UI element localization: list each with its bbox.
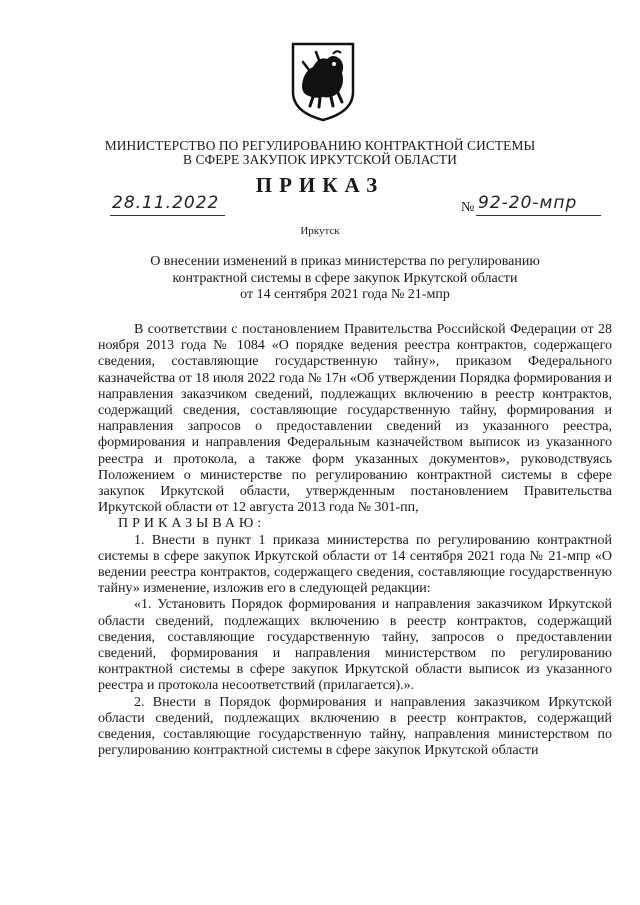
ministry-name-line1: МИНИСТЕРСТВО ПО РЕГУЛИРОВАНИЮ КОНТРАКТНОЙ СИСТЕМЫ [104,138,536,153]
document-date: 28.11.2022 [112,193,220,213]
city-name: Иркутск [300,225,340,237]
document-type-title: ПРИКАЗ [255,173,385,197]
subject-line2: контрактной системы в сфере закупок Иркутской области [172,270,518,286]
item-2-paragraph: 2. Внести в Порядок формирования и направления заказчиком Иркутской области сведений, подлежащих включению в реестр контрактов, содержащий сведения, составляющие государственную тайну, направления министерством по регулированию контрактной системы в сфере закупок Иркутской области [98,694,612,759]
number-label: № [461,200,475,215]
order-word: ПРИКАЗЫВАЮ: [118,516,266,532]
date-underline [110,215,225,216]
document-body [98,322,612,759]
item-1-paragraph: 1. Внести в пункт 1 приказа министерства по регулированию контрактной системы в сфере закупок Иркутской области от 14 сентября 2021 года № 21-мпр «О ведении реестра контрактов, содержащего сведения, составляющие государственную тайну» изменение, изложив его в следующей редакции: [98,532,612,597]
subject-line3: от 14 сентября 2021 года № 21-мпр [240,287,450,302]
ministry-name-line2: В СФЕРЕ ЗАКУПОК ИРКУТСКОЙ ОБЛАСТИ [183,152,457,167]
document-subject [150,254,540,304]
preamble-paragraph: В соответствии с постановлением Правительства Российской Федерации от 28 ноября 2013 года № 1084 «О порядке ведения реестра контрактов, содержащего сведения, составляющие государственную тайну», приказом Федерального казначейства от 18 июля 2022 года № 17н «Об утверждении Порядка формирования и направления заказчиком сведений, подлежащих включению в реестр контрактов, содержащий сведения, составляющие государственную тайну, формирования и направления запросов о предоставлении сведений из указанного реестра, формирования и направления Федеральным казначейством выписок из указанного реестра и протокола, а также форм указанных документов», руководствуясь Положением о министерстве по регулированию контрактной системы в сфере закупок Иркутской области, утвержденным постановлением Правительства Иркутской области от 12 августа 2013 года № 301-пп, [98,322,612,516]
document-number: 92-20-мпр [478,193,578,213]
item-1-quote-paragraph: «1. Установить Порядок формирования и направления заказчиком Иркутской области сведений, подлежащих включению в реестр контрактов, содержащий сведения, составляющие государственную тайну, запросов о предоставлении сведений, формирования и направления министерством по регулированию контрактной системы в сфере закупок Иркутской области выписок из указанного реестра и протокола несоответствий (прилагается).». [98,597,612,694]
subject-line1: О внесении изменений в приказ министерства по регулированию [150,254,540,269]
number-underline [476,215,601,216]
coat-of-arms-icon [289,40,357,122]
